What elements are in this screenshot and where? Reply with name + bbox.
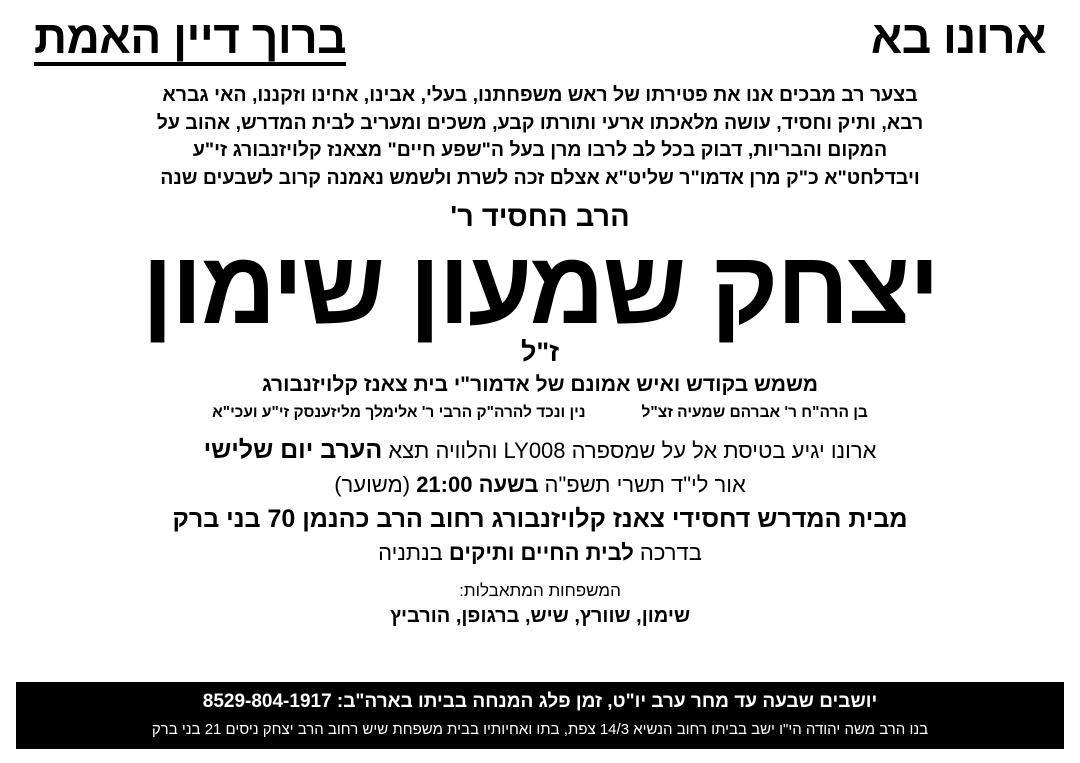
intro-line-4: ויבדלחט"א כ"ק מרן אדמו"ר שליט"א אצלם זכה לשרת ולשמש נאמנה קרוב לשבעים שנה bbox=[160, 167, 920, 190]
footer-line-1: יושבים שבעה עד מחר ערב יו"ט, זמן פלג המנחה בביתו בארה"ב: 8529-804-1917 bbox=[202, 690, 878, 712]
intro-line-3: המקום והבריות, דבוק בכל לב לרבו מרן בעל ה"שפע חיים" מצאנז קלויזנבורג זי"ע bbox=[192, 139, 888, 162]
funeral-time: בשעה 21:00 bbox=[416, 471, 539, 497]
intro-line-2: רבא, ותיק וחסיד, עושה מלאכתו ארעי ותורתו קבע, משכים ומעריב לבית המדרש, אהוב על bbox=[156, 111, 924, 134]
detail-flight-prefix: ארונו יגיע בטיסת אל על שמספרה bbox=[565, 438, 877, 464]
beit-midrash-address: רחוב הרב כהנמן 70 בני ברק bbox=[172, 504, 492, 533]
families-label: המשפחות המתאבלות: bbox=[459, 581, 621, 601]
funeral-day: הערב יום שלישי bbox=[203, 436, 383, 465]
families-names: שימון, שוורץ, שיש, ברגופן, הורביץ bbox=[389, 605, 691, 628]
detail-location-prefix: מבית המדרש דחסידי bbox=[664, 504, 908, 533]
deceased-name bbox=[0, 229, 1080, 346]
name-part-surname: שימון bbox=[141, 229, 384, 346]
beit-midrash-name: צאנז קלויזנבורג bbox=[491, 504, 665, 533]
footer-line-2: בנו הרב משה יהודה הי"ו ישב בביתו רחוב הנשיא 14/3 צפת, בתו ואחיותיו בבית משפחת שיש רחוב הרב יצחק ניסים 21 בני ברק bbox=[151, 720, 929, 738]
footer-shiva-info bbox=[16, 682, 1064, 749]
funeral-details bbox=[0, 432, 1080, 569]
detail-flight-mid: והלוויה תצא bbox=[382, 438, 504, 464]
cemetery-city: בנתניה bbox=[378, 540, 449, 566]
headline-row bbox=[0, 0, 1080, 66]
name-part-yitzchak: יצחק bbox=[710, 229, 939, 346]
detail-line-burial bbox=[0, 537, 1080, 569]
headline-coffin-arriving: ארונו בא bbox=[870, 11, 1046, 63]
burial-prefix: בדרכה bbox=[633, 540, 702, 566]
detail-line-flight bbox=[0, 432, 1080, 469]
detail-time-approx: (משוער) bbox=[334, 471, 417, 497]
title-hachasid: הרב החסיד ר' bbox=[450, 200, 630, 233]
name-part-shimon: שמעון bbox=[409, 229, 685, 346]
detail-line-location bbox=[0, 501, 1080, 538]
lineage-father: בן הרה"ח ר' אברהם שמעיה זצ"ל bbox=[641, 404, 868, 422]
name-suffix-zal: ז"ל bbox=[520, 336, 560, 367]
headline-baruch-dayan-haemet: ברוך דיין האמת bbox=[34, 14, 346, 66]
lineage-ancestor: נין ונכד להרה"ק הרבי ר' אלימלך מליזענסק זי"ע ועכי"א bbox=[212, 404, 586, 422]
intro-line-1: בצער רב מבכים אנו את פטירתו של ראש משפחתנו, בעלי, אבינו, אחינו וזקננו, האי גברא bbox=[162, 84, 918, 106]
cemetery-name: לבית החיים ותיקים bbox=[448, 540, 634, 566]
mourning-families bbox=[0, 581, 1080, 628]
role-description: משמש בקודש ואיש אמונם של אדמור"י בית צאנז קלויזנבורג bbox=[262, 372, 818, 396]
detail-date-prefix: אור לי"ד תשרי תשפ"ה bbox=[538, 471, 746, 497]
detail-line-time bbox=[0, 469, 1080, 501]
intro-paragraph bbox=[44, 82, 1036, 193]
flight-number: LY008 bbox=[503, 438, 566, 464]
lineage-row bbox=[0, 404, 1080, 422]
